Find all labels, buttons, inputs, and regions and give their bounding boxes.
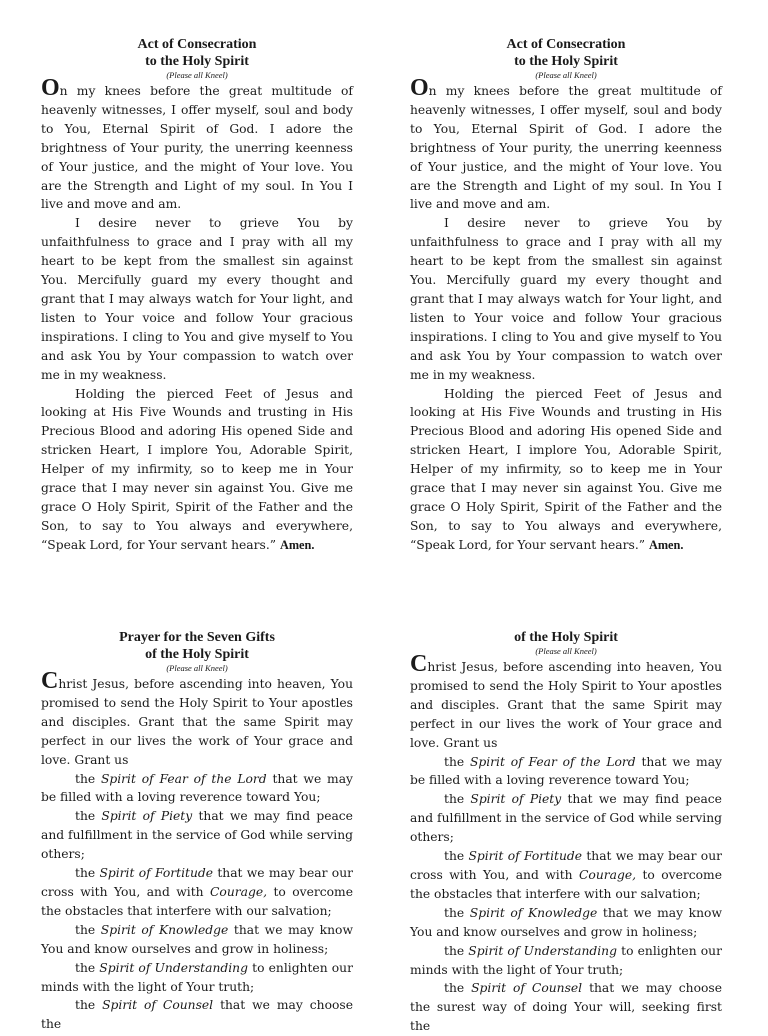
gift-knowledge xyxy=(410,904,722,942)
gift-name: Spirit of Fortitude xyxy=(99,866,214,881)
amen-text: Amen. xyxy=(279,537,315,552)
card-title-line2: of the Holy Spirit xyxy=(145,647,249,662)
kneel-note: (Please all Kneel) xyxy=(535,646,597,656)
gift-piety xyxy=(410,790,722,847)
paragraph-text: n my knees before the great multitude of heavenly witnesses, I offer myself, soul and body to You, Eternal Spirit of God. I adore the brightness of Your purity, the unerring keenness of Your justice, and the might of Your love. You are the Strength and Light of my soul. In You I live and move and am. xyxy=(41,84,353,212)
gift-text: to enlighten our minds with the light of Your truth; xyxy=(410,943,722,977)
consecration-card-top-left xyxy=(41,36,353,555)
gift-counsel xyxy=(410,979,722,1036)
gift-text: to overcome the obstacles that interfere with our salvation; xyxy=(410,867,722,901)
gift-text: that we may find peace and fulfillment in the service of God while serving others; xyxy=(410,792,722,845)
gift-prefix: the xyxy=(75,922,96,937)
gift-prefix: the xyxy=(75,771,96,786)
kneel-note: (Please all Kneel) xyxy=(166,70,228,80)
paragraph-text: Holding the pierced Feet of Jesus and looking at His Five Wounds and trusting in His Precious Blood and adoring His opened Side and stricken Heart, I implore You, Adorable Spirit, Helper of my infirmity, so to keep me in Your grace that I may never sin against You. Give me grace O Holy Spirit, Spirit of the Father and the Son, to say to You always and everywhere, “Speak Lord, for Your servant hears.” xyxy=(410,386,722,552)
gift-text: to enlighten our minds with the light of Your truth; xyxy=(41,960,353,994)
gift-name: Spirit of Piety xyxy=(470,792,562,807)
gift-name: Spirit of Understanding xyxy=(468,943,617,958)
gift-prefix: the xyxy=(75,960,96,975)
gift-text: that we may bear our cross with You, and with xyxy=(41,866,353,899)
gift-prefix: the xyxy=(75,809,96,824)
paragraph-text: hrist Jesus, before ascending into heaven, You promised to send the Holy Spirit to Your apostles and disciples. Grant that the same Spirit may perfect in our lives the work of Your grace and love. Grant us xyxy=(410,660,722,750)
paragraph-text: n my knees before the great multitude of heavenly witnesses, I offer myself, soul and body to You, Eternal Spirit of God. I adore the brightness of Your purity, the unerring keenness of Your justice, and the might of Your love. You are the Strength and Light of my soul. In You I live and move and am. xyxy=(410,84,722,212)
kneel-note: (Please all Kneel) xyxy=(535,70,597,80)
gift-prefix: the xyxy=(444,754,465,769)
paragraph-text: hrist Jesus, before ascending into heaven, You promised to send the Holy Spirit to Your apostles and disciples. Grant that the same Spirit may perfect in our lives the work of Your grace and love. Grant us xyxy=(41,677,353,767)
card-title-line2: of the Holy Spirit xyxy=(514,630,618,645)
card-title-line1: Act of Consecration xyxy=(506,37,626,52)
gift-prefix: the xyxy=(75,998,96,1013)
gift-prefix: the xyxy=(444,943,465,958)
gift-name: Spirit of Understanding xyxy=(99,960,248,975)
gift-counsel xyxy=(41,996,353,1034)
gift-courage: Courage, xyxy=(579,867,637,882)
gift-fortitude xyxy=(41,864,353,921)
card-title-line1: Prayer for the Seven Gifts xyxy=(119,630,275,645)
gift-fortitude xyxy=(410,847,722,904)
gift-name: Spirit of Counsel xyxy=(102,998,214,1013)
gift-knowledge xyxy=(41,921,353,959)
gift-piety xyxy=(41,807,353,864)
gift-text: that we may know You and know ourselves and grow in holiness; xyxy=(41,922,353,956)
gift-name: Spirit of Knowledge xyxy=(100,922,229,937)
card-title-line2: to the Holy Spirit xyxy=(514,54,618,69)
gift-text: that we may bear our cross with You, and with xyxy=(410,849,722,882)
seven-gifts-card-bottom-right xyxy=(410,629,722,1036)
gift-prefix: the xyxy=(444,792,465,807)
prayer-paragraph-3 xyxy=(41,385,353,555)
gift-name: Spirit of Piety xyxy=(101,809,193,824)
gift-text: to overcome the obstacles that interfere with our salvation; xyxy=(41,884,353,918)
drop-cap: O xyxy=(41,75,60,101)
consecration-card-top-right xyxy=(410,36,722,555)
gift-prefix: the xyxy=(75,866,96,881)
gift-text: that we may choose the surest way of doing Your will, seeking first the xyxy=(410,981,722,1034)
drop-cap: C xyxy=(41,668,59,694)
gift-text: that we may know You and know ourselves and grow in holiness; xyxy=(410,905,722,939)
gift-name: Spirit of Fortitude xyxy=(468,849,583,864)
seven-gifts-card-bottom-left xyxy=(41,629,353,1034)
paragraph-text: Holding the pierced Feet of Jesus and looking at His Five Wounds and trusting in His Precious Blood and adoring His opened Side and stricken Heart, I implore You, Adorable Spirit, Helper of my infirmity, so to keep me in Your grace that I may never sin against You. Give me grace O Holy Spirit, Spirit of the Father and the Son, to say to You always and everywhere, “Speak Lord, for Your servant hears.” xyxy=(41,386,353,552)
gift-name: Spirit of Counsel xyxy=(471,981,583,996)
card-title-line2: to the Holy Spirit xyxy=(145,54,249,69)
card-title-line1: Act of Consecration xyxy=(137,37,257,52)
prayer-paragraph-3 xyxy=(410,385,722,555)
drop-cap: O xyxy=(410,75,429,101)
gift-prefix: the xyxy=(444,981,465,996)
kneel-note: (Please all Kneel) xyxy=(166,663,228,673)
gift-understanding xyxy=(410,942,722,980)
gift-understanding xyxy=(41,959,353,997)
gift-name: Spirit of Fear of the Lord xyxy=(100,771,267,786)
gift-prefix: the xyxy=(444,905,465,920)
gift-fear-of-the-lord xyxy=(410,753,722,791)
drop-cap: C xyxy=(410,651,428,677)
gift-courage: Courage, xyxy=(210,884,268,899)
gift-name: Spirit of Knowledge xyxy=(469,905,598,920)
gift-text: that we may be filled with a loving reverence toward You; xyxy=(410,754,722,788)
amen-text: Amen. xyxy=(648,537,684,552)
gift-fear-of-the-lord xyxy=(41,770,353,808)
gift-prefix: the xyxy=(444,849,465,864)
gift-text: that we may be filled with a loving reverence toward You; xyxy=(41,771,353,805)
gift-name: Spirit of Fear of the Lord xyxy=(469,754,636,769)
prayer-paragraph-2: I desire never to grieve You by unfaithfulness to grace and I pray with all my heart to be kept from the smallest sin against You. Mercifully guard my every thought and grant that I may always watch for Your light, and listen to Your voice and follow Your gracious inspirations. I cling to You and give myself to You and ask You by Your compassion to watch over me in my weakness. xyxy=(410,216,722,382)
gift-text: that we may choose the xyxy=(41,998,353,1032)
gift-text: that we may find peace and fulfillment in the service of God while serving others; xyxy=(41,809,353,862)
prayer-paragraph-2: I desire never to grieve You by unfaithfulness to grace and I pray with all my heart to be kept from the smallest sin against You. Mercifully guard my every thought and grant that I may always watch for Your light, and listen to Your voice and follow Your gracious inspirations. I cling to You and give myself to You and ask You by Your compassion to watch over me in my weakness. xyxy=(41,216,353,382)
